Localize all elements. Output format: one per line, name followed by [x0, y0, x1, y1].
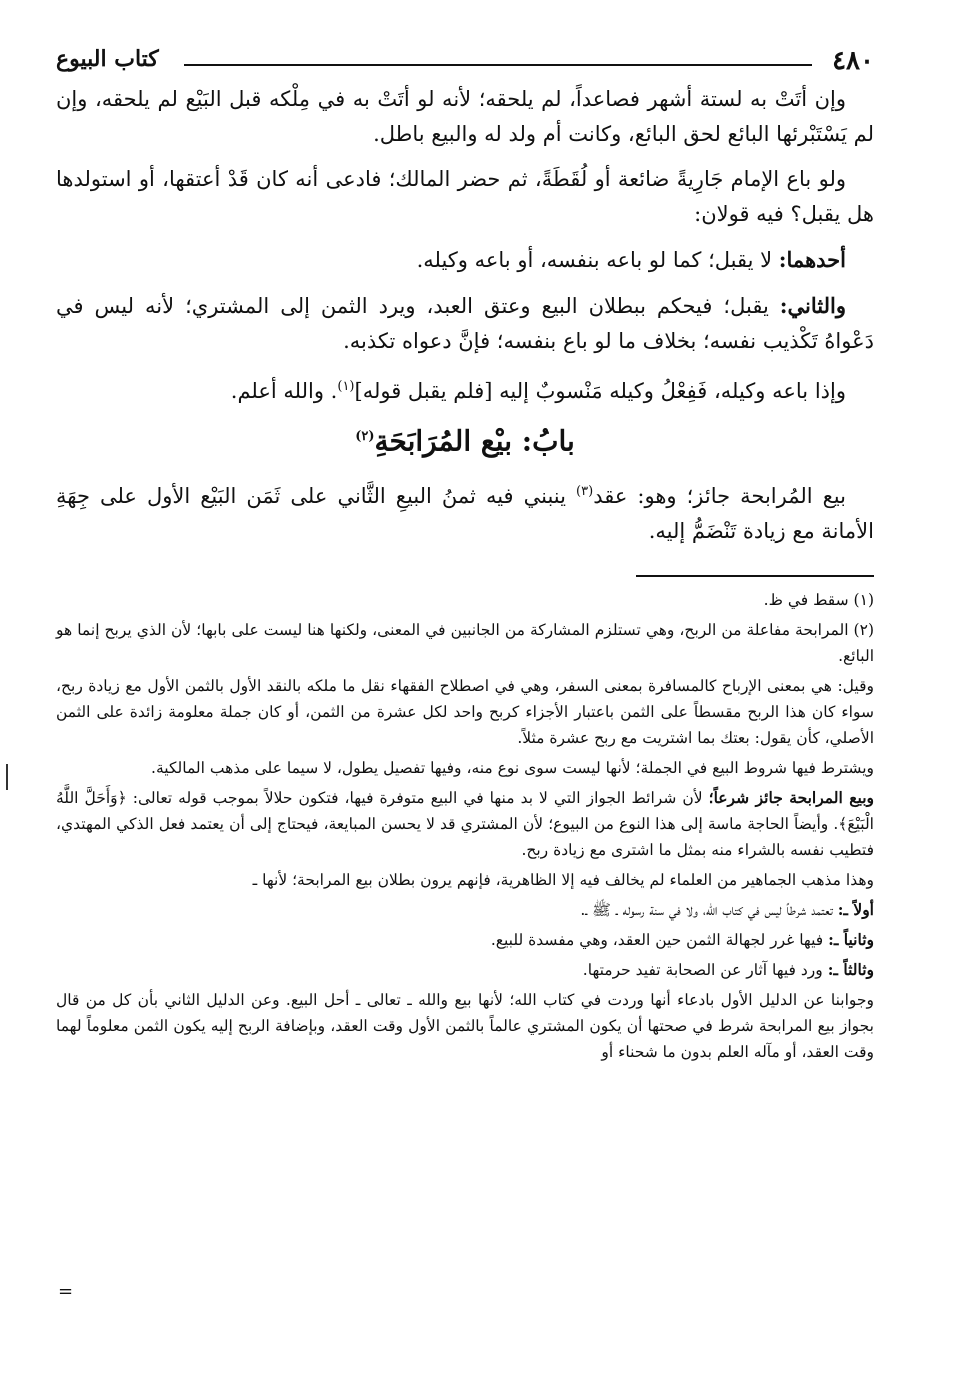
first-label: أولاً ـ: — [837, 900, 874, 920]
header-rule — [184, 64, 812, 66]
footnote-ref-2: (٢) — [355, 429, 375, 444]
first-opinion-text: لا يقبل؛ كما لو باعه بنفسه، أو باعه وكيله. — [416, 248, 779, 272]
second-opinion-label: والثاني: — [779, 293, 846, 318]
ruling-text: لأن شرائط الجواز التي لا بد منها في البيع متوفرة فيها، فتكون حلالاً بموجب قوله تعالى: ﴿وَأَحَلَّ اللَّهُ الْبَيْعَ﴾. وأيضاً الحاجة ماسة إلى هذا النوع من البيوع؛ لأن المشتري قد لا يحسن المبايعة، فيحتاج إلى أن يعتمد فعل الذكي المهتدي، فتطيب نفسه بالشراء منه بمثل ما اشترى مع زيادة ربح. — [56, 789, 874, 860]
footnote-2-ruling — [56, 785, 874, 863]
book-page — [56, 40, 874, 1069]
footnotes — [56, 587, 874, 1065]
paragraph-6-text: بيع المُرابحة جائز؛ وهو: عقد — [593, 484, 846, 509]
chapter-heading — [56, 419, 874, 458]
paragraph-5 — [56, 369, 874, 409]
paragraph-2: ولو باع الإمام جَارِيةً ضائعة أو لُقَطَةً، ثم حضر المالك؛ فادعى أنه كان قَدْ أعتقها، أو استولدها هل يقبل؟ فيه قولان: — [56, 167, 874, 226]
footnote-2-definition: وقيل: هي بمعنى الإرباح كالمسافرة بمعنى السفر، وهي في اصطلاح الفقهاء نقل ما ملكه بالنقد الأول بالثمن الأول مع زيادة ربح، سواء كان هذا الربح مقسطاً على الثمن باعتبار الأجزاء كربح واحد لكل عشرة من الثمن، أو كان جملة معلومة زائدة على الثمن الأصلي، كأن يقول: بعتك بما اشتريت مع ربح عشرة مثلاً. — [56, 677, 874, 748]
paragraph-5-end: . والله أعلم. — [230, 379, 338, 403]
footnote-1: (١) سقط في ظ. — [763, 591, 874, 610]
footnote-2-third — [56, 957, 874, 983]
first-text: تعتمد شرطاً ليس في كتاب الله، ولا في سنة رسوله ـ ﷺ ـ. — [580, 901, 838, 920]
page-number: ٤٨٠ — [832, 46, 874, 76]
second-label: وثانياً ـ: — [828, 930, 874, 950]
paragraph-3 — [56, 242, 874, 278]
main-text — [56, 82, 874, 549]
paragraph-6 — [56, 474, 874, 549]
footnote-2-first — [56, 897, 874, 923]
second-opinion-text: يقبل؛ فيحكم ببطلان البيع وعتق العبد، ويرد الثمن إلى المشتري؛ لأنه ليس في دَعْواهُ تَكْذيب نفسه؛ بخلاف ما لو باع بنفسه؛ فإنَّ دعواه تكذبه. — [56, 294, 874, 353]
footnote-ref-3: (٣) — [576, 484, 594, 500]
second-text: فيها غرر لجهالة الثمن حين العقد، وهي مفسدة للبيع. — [490, 931, 829, 950]
ruling-label: وبيع المرابحة جائز شرعاً؛ — [708, 788, 874, 808]
paragraph-5-text: وإذا باعه وكيله، فَفِعْلُ وكيله مَنْسوبٌ إليه [فلم يقبل قوله] — [354, 379, 846, 403]
footnote-2-intro: (٢) المرابحة مفاعلة من الربح، وهي تستلزم المشاركة من الجانبين في المعنى، ولكنها هنا ليست على بابها؛ لأن الذي يربح إنما هو البائع. — [56, 621, 874, 666]
first-opinion-label: أحدهما: — [778, 247, 846, 272]
paragraph-4 — [56, 288, 874, 359]
third-label: وثالثاً ـ: — [827, 960, 874, 980]
chapter-heading-text: بابُ: بيْع المُرَابَحَةِ — [374, 424, 575, 458]
paragraph-1: وإن أتَتْ به لستة أشهر فصاعداً، لم يلحقه؛ لأنه لو أتَتْ به في مِلْكه قبل البَيْع لم يلحقه، وإن لم يَسْتَبْرئها البائع لحق البائع، وكانت أم ولد له والبيع باطل. — [56, 87, 874, 146]
margin-mark — [6, 764, 8, 790]
footnote-separator — [636, 575, 874, 577]
footnote-2-conditions: ويشترط فيها شروط البيع في الجملة؛ لأنها ليست سوى نوع منه، وفيها تفصيل يطول، لا سيما على مذهب المالكية. — [151, 759, 874, 778]
footnote-ref-1: (١) — [337, 379, 355, 394]
third-text: ورد فيها آثار عن الصحابة تفيد حرمتها. — [582, 961, 828, 980]
footnote-2-reply: وجوابنا عن الدليل الأول بادعاء أنها وردت في كتاب الله؛ لأنها بيع والله ـ تعالى ـ أحل البيع. وعن الدليل الثاني بأن كل من قال بجواز بيع المرابحة شرط في صحتها أن يكون المشتري عالماً بالثمن الأول وقت العقد، وبإضافة الربح إليه يكون الثمن معلوماً لهما وقت العقد، أو مآله العلم بدون ما شحناء أو — [56, 991, 874, 1062]
continuation-mark: = — [58, 1281, 74, 1302]
book-title: كتاب البيوع — [56, 46, 159, 72]
page-header — [56, 40, 874, 82]
footnote-2-majority: وهذا مذهب الجماهير من العلماء لم يخالف فيه إلا الظاهرية، فإنهم يرون بطلان بيع المرابحة؛ لأنها ـ — [252, 871, 874, 890]
paragraph-6-end: ينبني فيه ثمنُ البيعِ الثَّاني على ثَمَن البَيْع الأول على جِهَةِ الأمانة مع زيادة تَنْضَمُّ إليه. — [56, 484, 874, 544]
footnote-2-second — [56, 927, 874, 953]
